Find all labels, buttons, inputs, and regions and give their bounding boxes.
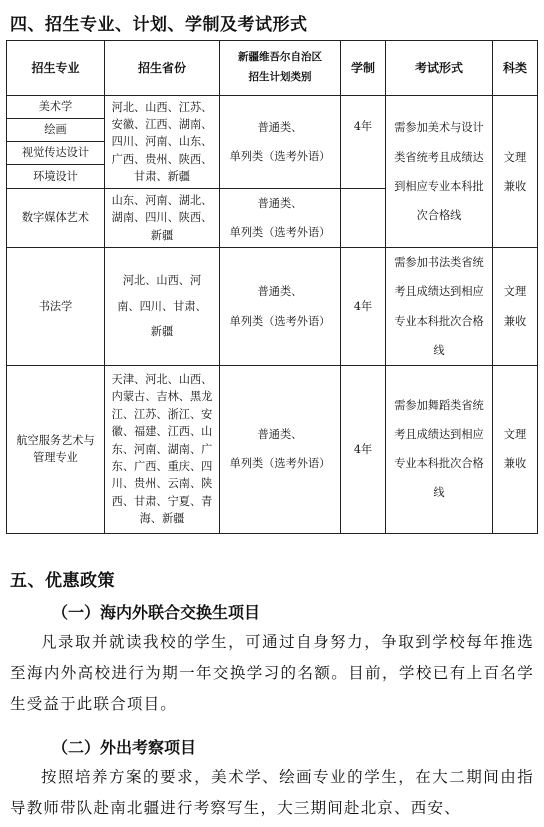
subsection-title-field-trip: （二）外出考察项目 [52, 738, 197, 757]
major-cell: 绘画 [7, 119, 105, 142]
paragraph-exchange: 凡录取并就读我校的学生，可通过自身努力，争取到学校每年推选至海内外高校进行为期一年交换学习的名额。目前，学校已有上百名学生受益于此联合项目。 [10, 633, 534, 713]
provinces-cell: 河北、山西、江苏、安徽、江西、湖南、四川、河南、山东、广西、贵州、陕西、甘肃、新疆 [105, 96, 220, 189]
major-cell: 环境设计 [7, 165, 105, 189]
header-xinjiang-line2: 招生计划类别 [248, 71, 312, 83]
exam-cell: 需参加美术与设计类省统考且成绩达到相应专业本科批次合格线 [386, 96, 493, 248]
table-row [7, 96, 538, 119]
enrollment-table [6, 40, 538, 534]
major-cell: 视觉传达设计 [7, 142, 105, 165]
paragraph-field-trip: 按照培养方案的要求，美术学、绘画专业的学生，在大二期间由指导教师带队赴南北疆进行考察写生，大三期间赴北京、西安、 [10, 768, 534, 817]
plan-cell [220, 96, 341, 189]
plan-line2: 单列类（选考外语） [229, 457, 331, 471]
exam-cell: 需参加书法类省统考且成绩达到相应专业本科批次合格线 [386, 248, 493, 366]
duration-cell [341, 189, 386, 248]
header-category: 科类 [493, 41, 538, 96]
header-xinjiang-plan [220, 41, 341, 96]
plan-line1: 普通类、 [257, 120, 303, 134]
category-cell [493, 96, 538, 248]
section-title-enrollment: 四、招生专业、计划、学制及考试形式 [10, 15, 308, 35]
table-row [7, 248, 538, 366]
header-duration: 学制 [341, 41, 386, 96]
major-cell: 数字媒体艺术 [7, 189, 105, 248]
category-line1: 文理 [503, 428, 527, 442]
category-line2: 兼收 [503, 179, 527, 193]
plan-line1: 普通类、 [257, 285, 303, 299]
plan-cell [220, 248, 341, 366]
table-header-row [7, 41, 538, 96]
major-cell: 书法学 [7, 248, 105, 366]
duration-cell: 4年 [341, 248, 386, 366]
category-line2: 兼收 [503, 314, 527, 328]
plan-line1: 普通类、 [257, 197, 303, 210]
duration-cell: 4年 [341, 96, 386, 189]
category-cell [493, 248, 538, 366]
header-major: 招生专业 [7, 41, 105, 96]
header-exam: 考试形式 [386, 41, 493, 96]
plan-cell [220, 189, 341, 248]
table-row [7, 365, 538, 533]
header-provinces: 招生省份 [105, 41, 220, 96]
plan-cell [220, 365, 341, 533]
section-title-policies: 五、优惠政策 [10, 571, 115, 591]
plan-line2: 单列类（选考外语） [229, 314, 331, 328]
plan-line2: 单列类（选考外语） [229, 226, 331, 240]
plan-line2: 单列类（选考外语） [229, 150, 331, 163]
category-line2: 兼收 [503, 457, 527, 471]
header-xinjiang-line1: 新疆维吾尔自治区 [238, 51, 322, 64]
subsection-title-exchange: （一）海内外联合交换生项目 [52, 603, 261, 622]
major-cell: 航空服务艺术与管理专业 [7, 365, 105, 533]
provinces-cell: 天津、河北、山西、内蒙古、吉林、黑龙江、江苏、浙江、安徽、福建、江西、山东、河南、湖南、广东、广西、重庆、四川、贵州、云南、陕西、甘肃、宁夏、青海、新疆 [105, 365, 220, 533]
major-cell: 美术学 [7, 96, 105, 119]
category-cell [493, 365, 538, 533]
category-line1: 文理 [503, 150, 527, 164]
plan-line1: 普通类、 [257, 428, 303, 442]
duration-cell: 4年 [341, 365, 386, 533]
category-line1: 文理 [503, 285, 527, 299]
exam-cell: 需参加舞蹈类省统考且成绩达到相应专业本科批次合格线 [386, 365, 493, 533]
provinces-cell: 河北、山西、河南、四川、甘肃、新疆 [105, 248, 220, 366]
provinces-cell: 山东、河南、湖北、湖南、四川、陕西、新疆 [105, 189, 220, 248]
